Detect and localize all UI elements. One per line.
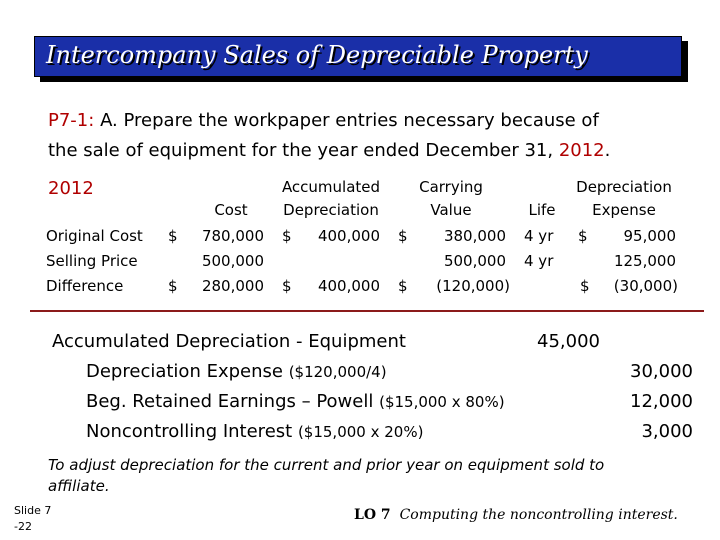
row-selling-price-life: 4 yr <box>524 252 554 270</box>
problem-part: A. <box>100 110 118 131</box>
entry-explanation-line2: affiliate. <box>48 477 110 495</box>
problem-text-line2: the sale of equipment for the year ended December 31, <box>48 140 559 161</box>
row-original-cost-cost: 780,000 <box>201 227 264 245</box>
row-original-cost-expense: 95,000 <box>623 227 676 245</box>
slide-number-line2: -22 <box>14 520 32 533</box>
header-value: Value <box>430 201 472 219</box>
header-depreciation-expense-line1: Depreciation <box>576 178 672 196</box>
row-original-cost-carrying: 380,000 <box>443 227 506 245</box>
row-difference-dollar3: $ <box>398 277 408 295</box>
row-selling-price-label: Selling Price <box>46 252 138 270</box>
table-year-label: 2012 <box>48 178 94 199</box>
problem-statement-line1 <box>48 110 599 131</box>
header-depreciation: Depreciation <box>283 201 379 219</box>
learning-objective <box>354 507 678 523</box>
journal-credit-row-1 <box>86 361 387 382</box>
row-original-cost-accum: 400,000 <box>317 227 380 245</box>
slide-title: Intercompany Sales of Depreciable Property <box>46 41 588 69</box>
row-selling-price-carrying: 500,000 <box>443 252 506 270</box>
learning-objective-text: Computing the noncontrolling interest. <box>399 507 678 523</box>
row-difference-expense: (30,000) <box>613 277 678 295</box>
problem-year: 2012 <box>558 140 605 161</box>
journal-credit-account: Beg. Retained Earnings – Powell <box>86 391 374 412</box>
row-original-cost-life: 4 yr <box>524 227 554 245</box>
journal-credit-amount-2: 12,000 <box>630 391 693 412</box>
section-divider <box>30 310 704 312</box>
entry-explanation-line1: To adjust depreciation for the current and prior year on equipment sold to <box>48 456 605 474</box>
row-difference-dollar4: $ <box>580 277 590 295</box>
row-original-cost-dollar3: $ <box>398 227 408 245</box>
journal-credit-amount-3: 3,000 <box>641 421 693 442</box>
problem-statement-line2 <box>48 140 610 161</box>
row-difference-cost: 280,000 <box>201 277 264 295</box>
journal-debit-account: Accumulated Depreciation - Equipment <box>52 331 406 352</box>
row-selling-price-cost: 500,000 <box>201 252 264 270</box>
slide-number-line1: Slide 7 <box>14 504 52 517</box>
journal-credit-row-3 <box>86 421 423 442</box>
row-original-cost-dollar2: $ <box>282 227 292 245</box>
header-life: Life <box>528 201 556 219</box>
row-original-cost-dollar4: $ <box>578 227 588 245</box>
journal-credit-note: ($15,000 x 20%) <box>297 423 424 441</box>
header-carrying: Carrying <box>419 178 483 196</box>
journal-credit-note: ($15,000 x 80%) <box>379 393 505 411</box>
problem-period: . <box>604 140 611 161</box>
journal-credit-account: Noncontrolling Interest <box>86 421 293 442</box>
problem-id: P7-1: <box>48 110 95 131</box>
journal-credit-note: ($120,000/4) <box>288 363 387 381</box>
row-difference-accum: 400,000 <box>317 277 380 295</box>
header-accumulated: Accumulated <box>281 178 381 196</box>
journal-debit-amount: 45,000 <box>537 331 600 352</box>
learning-objective-code: LO 7 <box>354 507 391 523</box>
row-difference-dollar1: $ <box>168 277 178 295</box>
problem-text-line1: Prepare the workpaper entries necessary because of <box>123 110 599 131</box>
journal-credit-account: Depreciation Expense <box>86 361 283 382</box>
row-selling-price-expense: 125,000 <box>613 252 676 270</box>
journal-credit-row-2 <box>86 391 505 412</box>
row-original-cost-label: Original Cost <box>46 227 143 245</box>
row-difference-label: Difference <box>46 277 124 295</box>
header-cost: Cost <box>214 201 248 219</box>
row-difference-dollar2: $ <box>282 277 292 295</box>
header-depreciation-expense-line2: Expense <box>592 201 656 219</box>
journal-credit-amount-1: 30,000 <box>630 361 693 382</box>
row-original-cost-dollar1: $ <box>168 227 178 245</box>
row-difference-carrying: (120,000) <box>436 277 510 295</box>
